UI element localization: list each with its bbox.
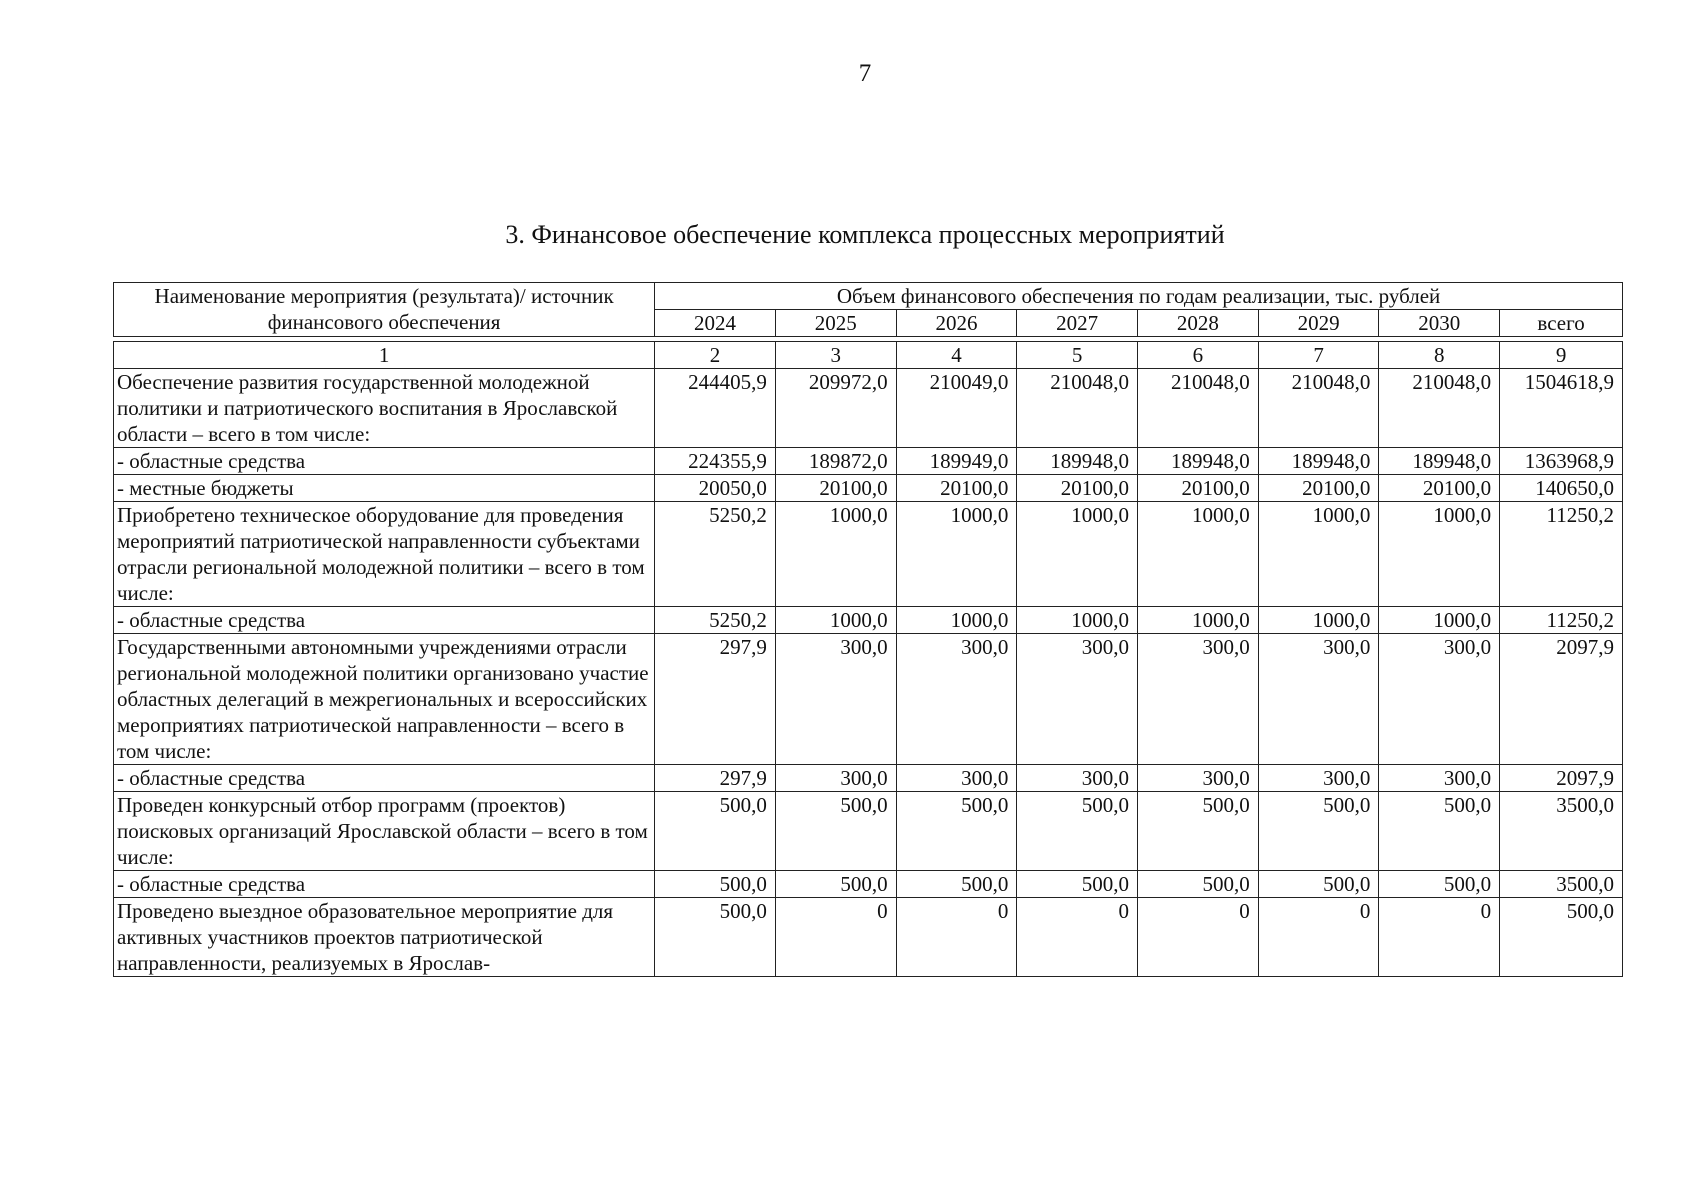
row-value-cell: 300,0	[1379, 634, 1500, 765]
row-value-cell: 210048,0	[1379, 369, 1500, 448]
row-value-cell: 20100,0	[775, 475, 896, 502]
row-value-cell: 1000,0	[896, 502, 1017, 607]
row-value-cell: 140650,0	[1500, 475, 1623, 502]
row-value-cell: 1363968,9	[1500, 448, 1623, 475]
row-label-cell: Проведено выездное образовательное мероприятие для активных участников проектов патриотической направленности, реализуемых в Ярослав-	[114, 898, 655, 977]
row-value-cell: 500,0	[1500, 898, 1623, 977]
row-label-cell: Обеспечение развития государственной молодежной политики и патриотического воспитания в Ярославской области – всего в том числе:	[114, 369, 655, 448]
row-value-cell: 3500,0	[1500, 792, 1623, 871]
table-row	[114, 607, 1623, 634]
row-label-cell: - областные средства	[114, 607, 655, 634]
row-value-cell: 500,0	[655, 898, 776, 977]
row-value-cell: 300,0	[1258, 634, 1379, 765]
row-value-cell: 2097,9	[1500, 765, 1623, 792]
row-value-cell: 20100,0	[1258, 475, 1379, 502]
row-value-cell: 300,0	[775, 634, 896, 765]
row-value-cell: 1000,0	[1017, 607, 1138, 634]
table-row	[114, 871, 1623, 898]
row-value-cell: 300,0	[896, 634, 1017, 765]
row-value-cell: 300,0	[1138, 765, 1259, 792]
row-value-cell: 3500,0	[1500, 871, 1623, 898]
row-value-cell: 1000,0	[775, 502, 896, 607]
financing-table	[113, 282, 1623, 977]
row-value-cell: 1000,0	[1138, 607, 1259, 634]
row-value-cell: 189948,0	[1379, 448, 1500, 475]
header-year-cell: 2027	[1017, 310, 1138, 337]
row-value-cell: 500,0	[1379, 871, 1500, 898]
row-value-cell: 20100,0	[1379, 475, 1500, 502]
table-row	[114, 765, 1623, 792]
row-value-cell: 500,0	[1379, 792, 1500, 871]
row-value-cell: 500,0	[1258, 792, 1379, 871]
column-number-cell: 3	[775, 342, 896, 369]
row-value-cell: 210049,0	[896, 369, 1017, 448]
row-label-cell: - областные средства	[114, 871, 655, 898]
column-number-cell: 6	[1138, 342, 1259, 369]
header-financing-group: Объем финансового обеспечения по годам реализации, тыс. рублей	[655, 283, 1623, 310]
row-value-cell: 20100,0	[896, 475, 1017, 502]
row-value-cell: 500,0	[1017, 871, 1138, 898]
row-value-cell: 210048,0	[1258, 369, 1379, 448]
column-number-cell: 9	[1500, 342, 1623, 369]
row-value-cell: 1000,0	[1138, 502, 1259, 607]
row-value-cell: 0	[1258, 898, 1379, 977]
row-value-cell: 1000,0	[1379, 607, 1500, 634]
header-year-cell: 2024	[655, 310, 776, 337]
row-value-cell: 500,0	[1017, 792, 1138, 871]
header-year-cell: 2030	[1379, 310, 1500, 337]
section-title: 3. Финансовое обеспечение комплекса процессных мероприятий	[505, 220, 1225, 249]
row-label-cell: - местные бюджеты	[114, 475, 655, 502]
column-number-cell: 5	[1017, 342, 1138, 369]
header-year-cell: 2029	[1258, 310, 1379, 337]
row-value-cell: 500,0	[1138, 871, 1259, 898]
row-value-cell: 297,9	[655, 765, 776, 792]
row-value-cell: 300,0	[775, 765, 896, 792]
table-row	[114, 502, 1623, 607]
row-value-cell: 500,0	[1258, 871, 1379, 898]
row-value-cell: 500,0	[655, 871, 776, 898]
row-value-cell: 0	[775, 898, 896, 977]
row-value-cell: 189872,0	[775, 448, 896, 475]
column-number-cell: 8	[1379, 342, 1500, 369]
row-label-cell: Государственными автономными учреждениями отрасли региональной молодежной политики организовано участие областных делегаций в межрегиональных и всероссийских мероприятиях патриотической направленности – всего в том числе:	[114, 634, 655, 765]
row-value-cell: 210048,0	[1138, 369, 1259, 448]
row-value-cell: 224355,9	[655, 448, 776, 475]
row-value-cell: 189948,0	[1258, 448, 1379, 475]
row-value-cell: 300,0	[1258, 765, 1379, 792]
row-value-cell: 500,0	[896, 871, 1017, 898]
column-number-cell: 7	[1258, 342, 1379, 369]
row-value-cell: 500,0	[896, 792, 1017, 871]
row-value-cell: 500,0	[1138, 792, 1259, 871]
row-value-cell: 209972,0	[775, 369, 896, 448]
table-row	[114, 898, 1623, 977]
row-label-cell: Приобретено техническое оборудование для проведения мероприятий патриотической направленности субъектами отрасли региональной молодежной политики – всего в том числе:	[114, 502, 655, 607]
header-year-cell: 2025	[775, 310, 896, 337]
row-value-cell: 1504618,9	[1500, 369, 1623, 448]
row-value-cell: 2097,9	[1500, 634, 1623, 765]
row-value-cell: 1000,0	[1379, 502, 1500, 607]
row-value-cell: 189948,0	[1138, 448, 1259, 475]
column-number-cell: 1	[114, 342, 655, 369]
table-row	[114, 369, 1623, 448]
row-value-cell: 189949,0	[896, 448, 1017, 475]
row-value-cell: 1000,0	[1017, 502, 1138, 607]
row-value-cell: 300,0	[1138, 634, 1259, 765]
row-value-cell: 500,0	[775, 792, 896, 871]
row-value-cell: 0	[1379, 898, 1500, 977]
row-value-cell: 1000,0	[1258, 502, 1379, 607]
row-value-cell: 1000,0	[896, 607, 1017, 634]
row-value-cell: 11250,2	[1500, 607, 1623, 634]
row-value-cell: 0	[896, 898, 1017, 977]
row-value-cell: 300,0	[1017, 634, 1138, 765]
row-value-cell: 1000,0	[1258, 607, 1379, 634]
header-year-cell: всего	[1500, 310, 1623, 337]
header-year-cell: 2028	[1138, 310, 1259, 337]
row-value-cell: 0	[1138, 898, 1259, 977]
row-value-cell: 20100,0	[1017, 475, 1138, 502]
row-value-cell: 300,0	[1017, 765, 1138, 792]
header-year-cell: 2026	[896, 310, 1017, 337]
page-number: 7	[858, 60, 872, 87]
row-value-cell: 189948,0	[1017, 448, 1138, 475]
row-value-cell: 300,0	[896, 765, 1017, 792]
row-label-cell: Проведен конкурсный отбор программ (проектов) поисковых организаций Ярославской области – всего в том числе:	[114, 792, 655, 871]
row-value-cell: 0	[1017, 898, 1138, 977]
row-value-cell: 20100,0	[1138, 475, 1259, 502]
row-value-cell: 20050,0	[655, 475, 776, 502]
row-value-cell: 5250,2	[655, 502, 776, 607]
row-value-cell: 244405,9	[655, 369, 776, 448]
row-value-cell: 1000,0	[775, 607, 896, 634]
table-row	[114, 448, 1623, 475]
row-value-cell: 11250,2	[1500, 502, 1623, 607]
table-row	[114, 792, 1623, 871]
column-number-cell: 4	[896, 342, 1017, 369]
row-value-cell: 500,0	[655, 792, 776, 871]
column-number-cell: 2	[655, 342, 776, 369]
row-value-cell: 500,0	[775, 871, 896, 898]
row-label-cell: - областные средства	[114, 765, 655, 792]
header-name-column: Наименование мероприятия (результата)/ источник финансового обеспечения	[114, 283, 655, 337]
table-row	[114, 634, 1623, 765]
table-row	[114, 475, 1623, 502]
row-label-cell: - областные средства	[114, 448, 655, 475]
row-value-cell: 297,9	[655, 634, 776, 765]
row-value-cell: 300,0	[1379, 765, 1500, 792]
row-value-cell: 210048,0	[1017, 369, 1138, 448]
row-value-cell: 5250,2	[655, 607, 776, 634]
